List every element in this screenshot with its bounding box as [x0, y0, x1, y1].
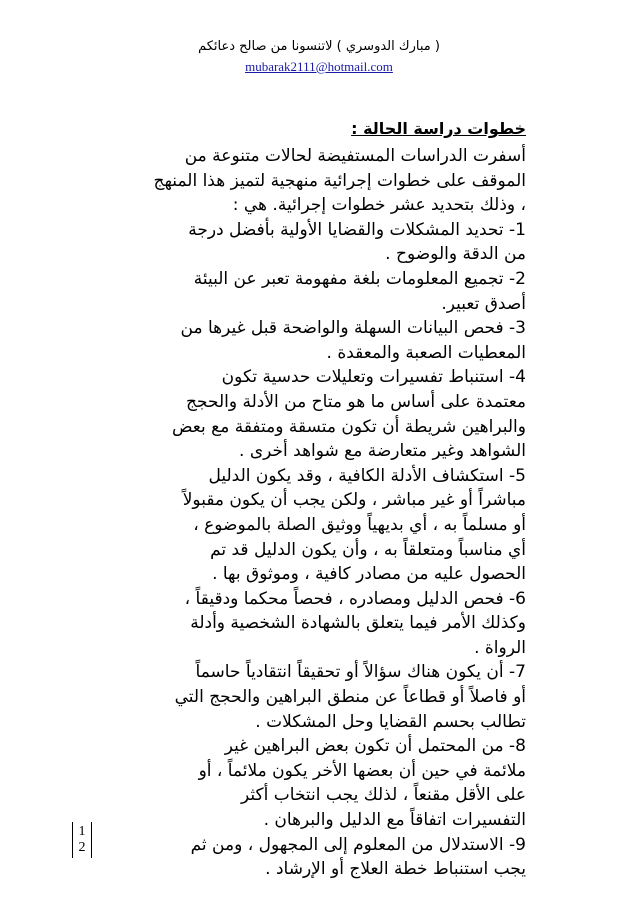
text-line: أصدق تعبير.	[441, 293, 526, 314]
text-line: 3- فحص البيانات السهلة والواضحة قبل غيرها من	[180, 318, 526, 339]
page-number	[72, 822, 92, 858]
text-line: والبراهين شريطة أن تكون متسقة ومتفقة مع بعض	[171, 416, 526, 437]
text-line: وكذلك الأمر فيما يتعلق بالشهادة الشخصية وأدلة	[190, 613, 526, 634]
text-line: 4- استنباط تفسيرات وتعليلات حدسية تكون	[221, 367, 526, 388]
text-line: على الأقل مقنعاً ، لذلك يجب انتخاب أكثر	[241, 785, 526, 806]
header-email-link[interactable]: mubarak2111@hotmail.com	[245, 59, 393, 74]
page-number-bottom: 2	[78, 840, 86, 855]
text-line: مباشراً أو غير مباشر ، ولكن يجب أن يكون مقبولاً	[182, 490, 526, 511]
text-line: التفسيرات اتفاقاً مع الدليل والبرهان .	[263, 810, 526, 831]
text-line: 6- فحص الدليل ومصادره ، فحصاً محكما ودقيقاً ،	[184, 588, 526, 609]
section-title: خطوات دراسة الحالة :	[351, 119, 526, 138]
text-line: 7- أن يكون هناك سؤالاً أو تحقيقاً انتقادياً حاسماً	[195, 662, 526, 683]
text-line: 8- من المحتمل أن تكون بعض البراهين غير	[224, 736, 526, 757]
text-line: 2- تجميع المعلومات بلغة مفهومة تعبر عن البيئة	[193, 268, 526, 289]
text-line: من الدقة والوضوح .	[385, 244, 526, 265]
document-body	[106, 144, 526, 882]
text-line: الرواة .	[474, 637, 526, 658]
text-line: الحصول عليه من مصادر كافية ، وموثوق بها .	[212, 564, 526, 585]
text-line: أو فاصلاً أو قطاعاً عن منطق البراهين والحجج التي	[174, 687, 526, 708]
text-line: أو مسلماً به ، أي بديهياً ووثيق الصلة بالموضوع ،	[193, 514, 526, 535]
header-title: ( مبارك الدوسري ) لاتنسونا من صالح دعائكم	[198, 39, 440, 54]
text-line: 5- استكشاف الأدلة الكافية ، وقد يكون الدليل	[208, 465, 526, 486]
text-line: معتمدة على أساس ما هو متاح من الأدلة والحجج	[186, 391, 526, 412]
text-line: تطالب بحسم القضايا وحل المشكلات .	[255, 711, 526, 732]
text-line: المعطيات الصعبة والمعقدة .	[326, 342, 526, 363]
text-line: أي مناسباً ومتعلقاً به ، وأن يكون الدليل قد تم	[210, 539, 526, 560]
page-number-top: 1	[78, 824, 86, 839]
text-line: يجب استنباط خطة العلاج أو الإرشاد .	[265, 859, 526, 880]
text-line: ، وذلك بتحديد عشر خطوات إجرائية. هي :	[232, 195, 526, 216]
page-header	[0, 38, 638, 75]
text-line: أسفرت الدراسات المستفيضة لحالات متنوعة من	[184, 146, 526, 166]
text-line: الشواهد وغير متعارضة مع شواهد أخرى .	[239, 441, 526, 462]
text-line: الموقف على خطوات إجرائية منهجية لتميز هذا المنهج	[153, 170, 526, 191]
text-line: ملائمة في حين أن بعضها الأخر يكون ملائماً ، أو	[198, 760, 526, 781]
text-line: 1- تحديد المشكلات والقضايا الأولية بأفضل درجة	[188, 219, 526, 240]
text-line: 9- الاستدلال من المعلوم إلى المجهول ، ومن ثم	[190, 834, 526, 855]
